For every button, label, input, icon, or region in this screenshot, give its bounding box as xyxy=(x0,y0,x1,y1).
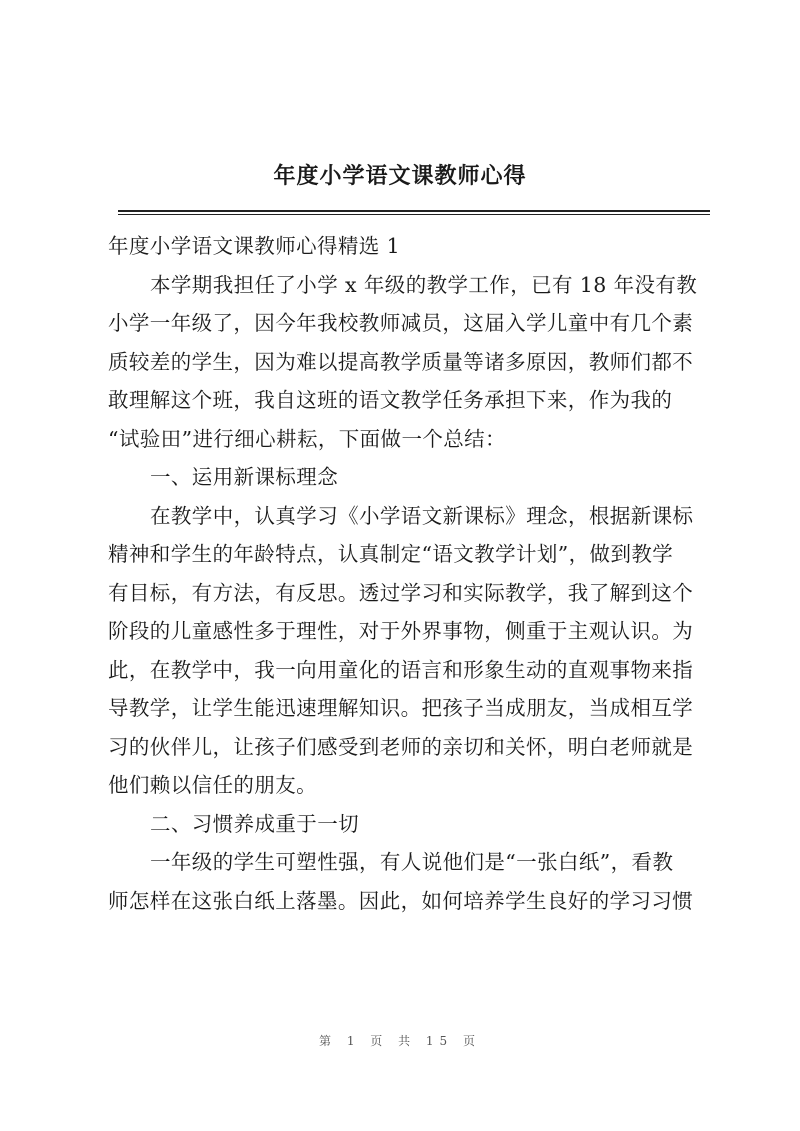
paragraph-line: 在教学中，认真学习《小学语文新课标》理念，根据新课标 xyxy=(150,503,694,528)
document-title: 年度小学语文课教师心得 xyxy=(273,163,527,189)
paragraph-line: 阶段的儿童感性多于理性，对于外界事物，侧重于主观认识。为 xyxy=(108,619,694,643)
paragraph-line: 他们赖以信任的朋友。 xyxy=(108,773,317,797)
paragraph-line: 师怎样在这张白纸上落墨。因此，如何培养学生良好的学习习惯 xyxy=(108,888,694,913)
section-heading-1: 年度小学语文课教师心得精选 1 xyxy=(108,234,401,258)
paragraph-line: 精神和学生的年龄特点，认真制定“语文教学计划”，做到教学 xyxy=(108,542,674,566)
title-divider xyxy=(118,210,710,212)
paragraph-line: 有目标，有方法，有反思。透过学习和实际教学，我了解到这个 xyxy=(108,580,694,605)
paragraph-line: 一年级的学生可塑性强，有人说他们是“一张白纸”，看教 xyxy=(150,850,674,874)
paragraph-line: 小学一年级了，因今年我校教师减员，这届入学儿童中有几个素 xyxy=(108,311,694,335)
document-body xyxy=(108,231,708,924)
paragraph-line: 本学期我担任了小学 x 年级的教学工作，已有 18 年没有教 xyxy=(150,272,698,297)
paragraph-line: 导教学，让学生能迅速理解知识。把孩子当成朋友，当成相互学 xyxy=(108,696,694,720)
page-number-footer: 第 1 页 共 15 页 xyxy=(319,1034,481,1048)
paragraph-line: 敢理解这个班，我自这班的语文教学任务承担下来，作为我的 xyxy=(108,388,673,412)
subheading-1: 一、运用新课标理念 xyxy=(150,465,339,489)
paragraph-line: 此，在教学中，我一向用童化的语言和形象生动的直观事物来指 xyxy=(108,657,694,682)
paragraph-line: 质较差的学生，因为难以提高教学质量等诸多原因，教师们都不 xyxy=(108,349,694,374)
subheading-2: 二、习惯养成重于一切 xyxy=(150,811,359,836)
paragraph-line: 习的伙伴儿，让孩子们感受到老师的亲切和关怀，明白老师就是 xyxy=(108,734,694,759)
paragraph-line: “试验田”进行细心耕耘，下面做一个总结： xyxy=(108,426,506,451)
